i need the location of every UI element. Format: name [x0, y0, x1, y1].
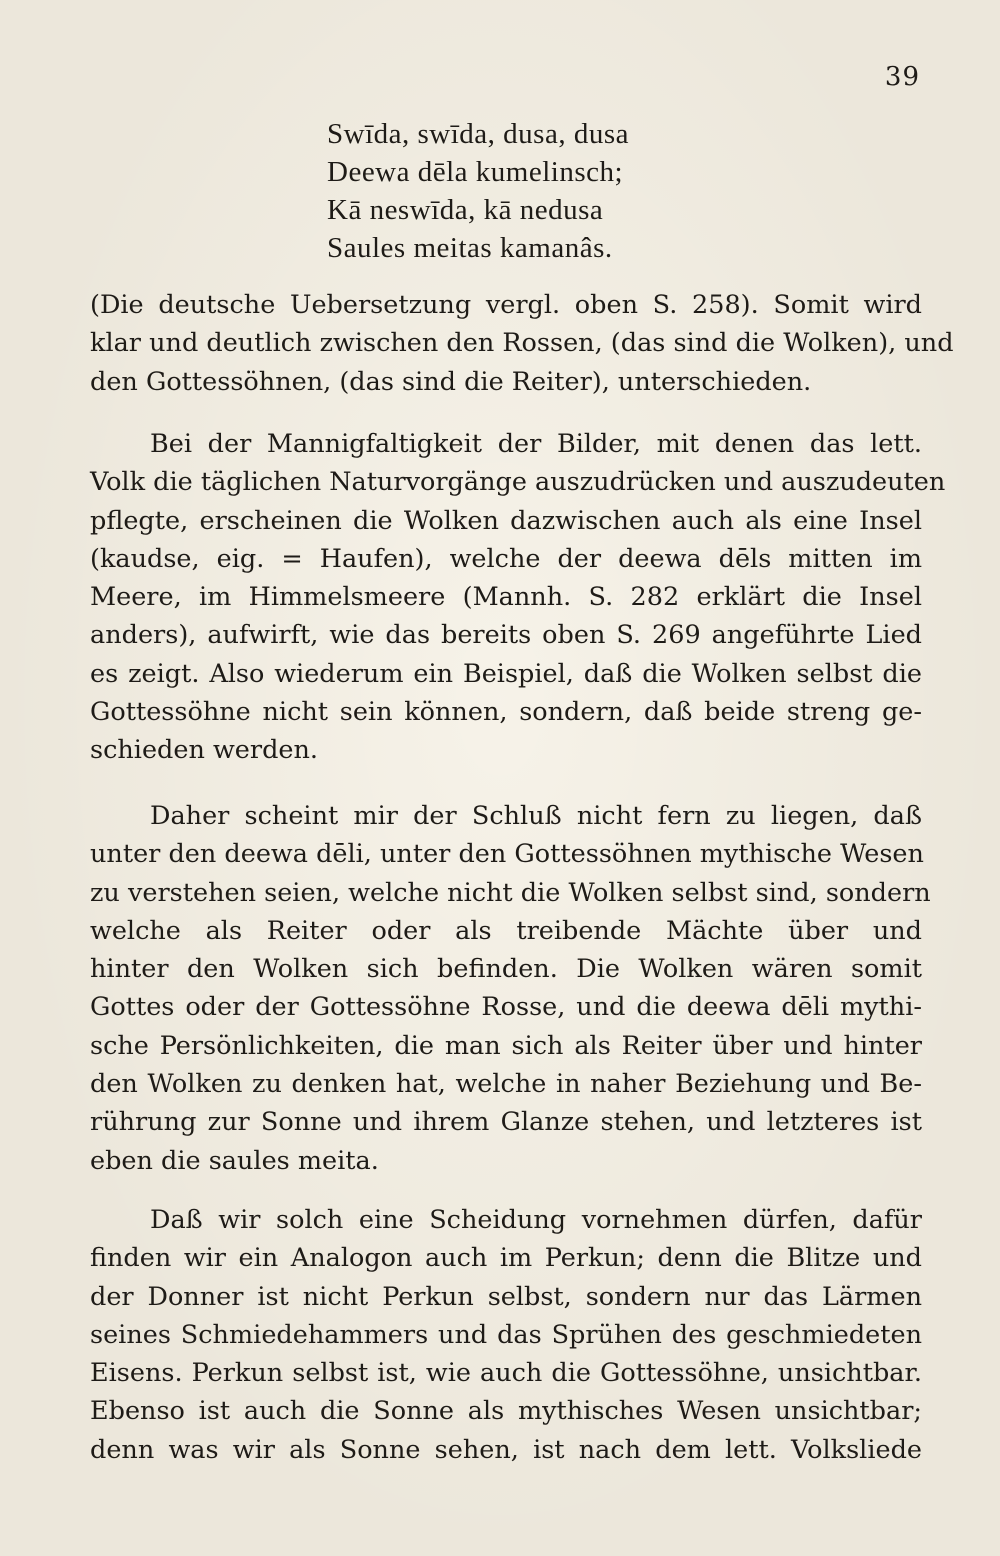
- text-line: sche Persönlichkeiten, die man sich als Reiter über und hinter: [90, 1030, 922, 1061]
- text-line: schieden werden.: [90, 735, 319, 766]
- text-line: (Die deutsche Uebersetzung vergl. oben S. 258). Somit wird: [90, 290, 922, 320]
- page-number: 39: [884, 62, 920, 92]
- text-line: Gottes oder der Gottessöhne Rosse, und die deewa dēli mythi-: [90, 992, 922, 1023]
- text-line: pflegte, erscheinen die Wolken dazwischen auch als eine Insel: [90, 505, 922, 536]
- verse-line: Saules meitas kamanâs.: [327, 232, 613, 264]
- text-line: hinter den Wolken sich befinden. Die Wolken wären somit: [90, 954, 922, 985]
- paragraph: [90, 425, 946, 770]
- verse-line: Swīda, swīda, dusa, dusa: [327, 118, 629, 150]
- text-line: Daher scheint mir der Schluß nicht fern zu liegen, daß: [150, 801, 922, 831]
- text-line: seines Schmiedehammers und das Sprühen des geschmiedeten: [90, 1319, 922, 1350]
- text-line: Daß wir solch eine Scheidung vornehmen dürfen, dafür: [150, 1205, 922, 1235]
- text-line: welche als Reiter oder als treibende Mächte über und: [90, 915, 922, 946]
- text-line: Bei der Mannigfaltigkeit der Bilder, mit denen das lett.: [150, 429, 922, 459]
- text-line: den Wolken zu denken hat, welche in naher Beziehung und Be-: [90, 1069, 922, 1100]
- verse-block: [327, 115, 629, 267]
- text-line: Eisens. Perkun selbst ist, wie auch die Gottessöhne, unsichtbar.: [90, 1358, 922, 1389]
- text-line: anders), aufwirft, wie das bereits oben S. 269 angeführte Lied: [90, 620, 922, 651]
- text-line: Gottessöhne nicht sein können, sondern, daß beide streng ge-: [90, 697, 922, 728]
- text-line: finden wir ein Analogon auch im Perkun; denn die Blitze und: [90, 1243, 922, 1274]
- text-line: klar und deutlich zwischen den Rossen, (das sind die Wolken), und: [90, 328, 954, 359]
- text-line: es zeigt. Also wiederum ein Beispiel, daß die Wolken selbst die: [90, 658, 922, 689]
- text-line: Ebenso ist auch die Sonne als mythisches Wesen unsichtbar;: [90, 1396, 922, 1427]
- text-line: eben die saules meita.: [90, 1145, 379, 1176]
- text-line: unter den deewa dēli, unter den Gottessöhnen mythische Wesen: [90, 839, 924, 870]
- paragraph: [90, 1201, 922, 1469]
- paragraph: [90, 286, 954, 401]
- text-line: denn was wir als Sonne sehen, ist nach dem lett. Volksliede: [90, 1434, 922, 1465]
- text-line: den Gottessöhnen, (das sind die Reiter), unterschieden.: [90, 366, 812, 397]
- text-line: der Donner ist nicht Perkun selbst, sondern nur das Lärmen: [90, 1281, 922, 1312]
- text-line: (kaudse, eig. = Haufen), welche der deewa dēls mitten im: [90, 543, 922, 574]
- paragraph: [90, 797, 931, 1180]
- text-line: rührung zur Sonne und ihrem Glanze stehen, und letzteres ist: [90, 1107, 922, 1138]
- verse-line: Deewa dēla kumelinsch;: [327, 156, 624, 188]
- text-line: Meere, im Himmelsmeere (Mannh. S. 282 erklärt die Insel: [90, 582, 922, 613]
- text-line: Volk die täglichen Naturvorgänge auszudrücken und auszudeuten: [90, 467, 946, 498]
- text-line: zu verstehen seien, welche nicht die Wolken selbst sind, sondern: [90, 877, 931, 908]
- verse-line: Kā neswīda, kā nedusa: [327, 194, 604, 226]
